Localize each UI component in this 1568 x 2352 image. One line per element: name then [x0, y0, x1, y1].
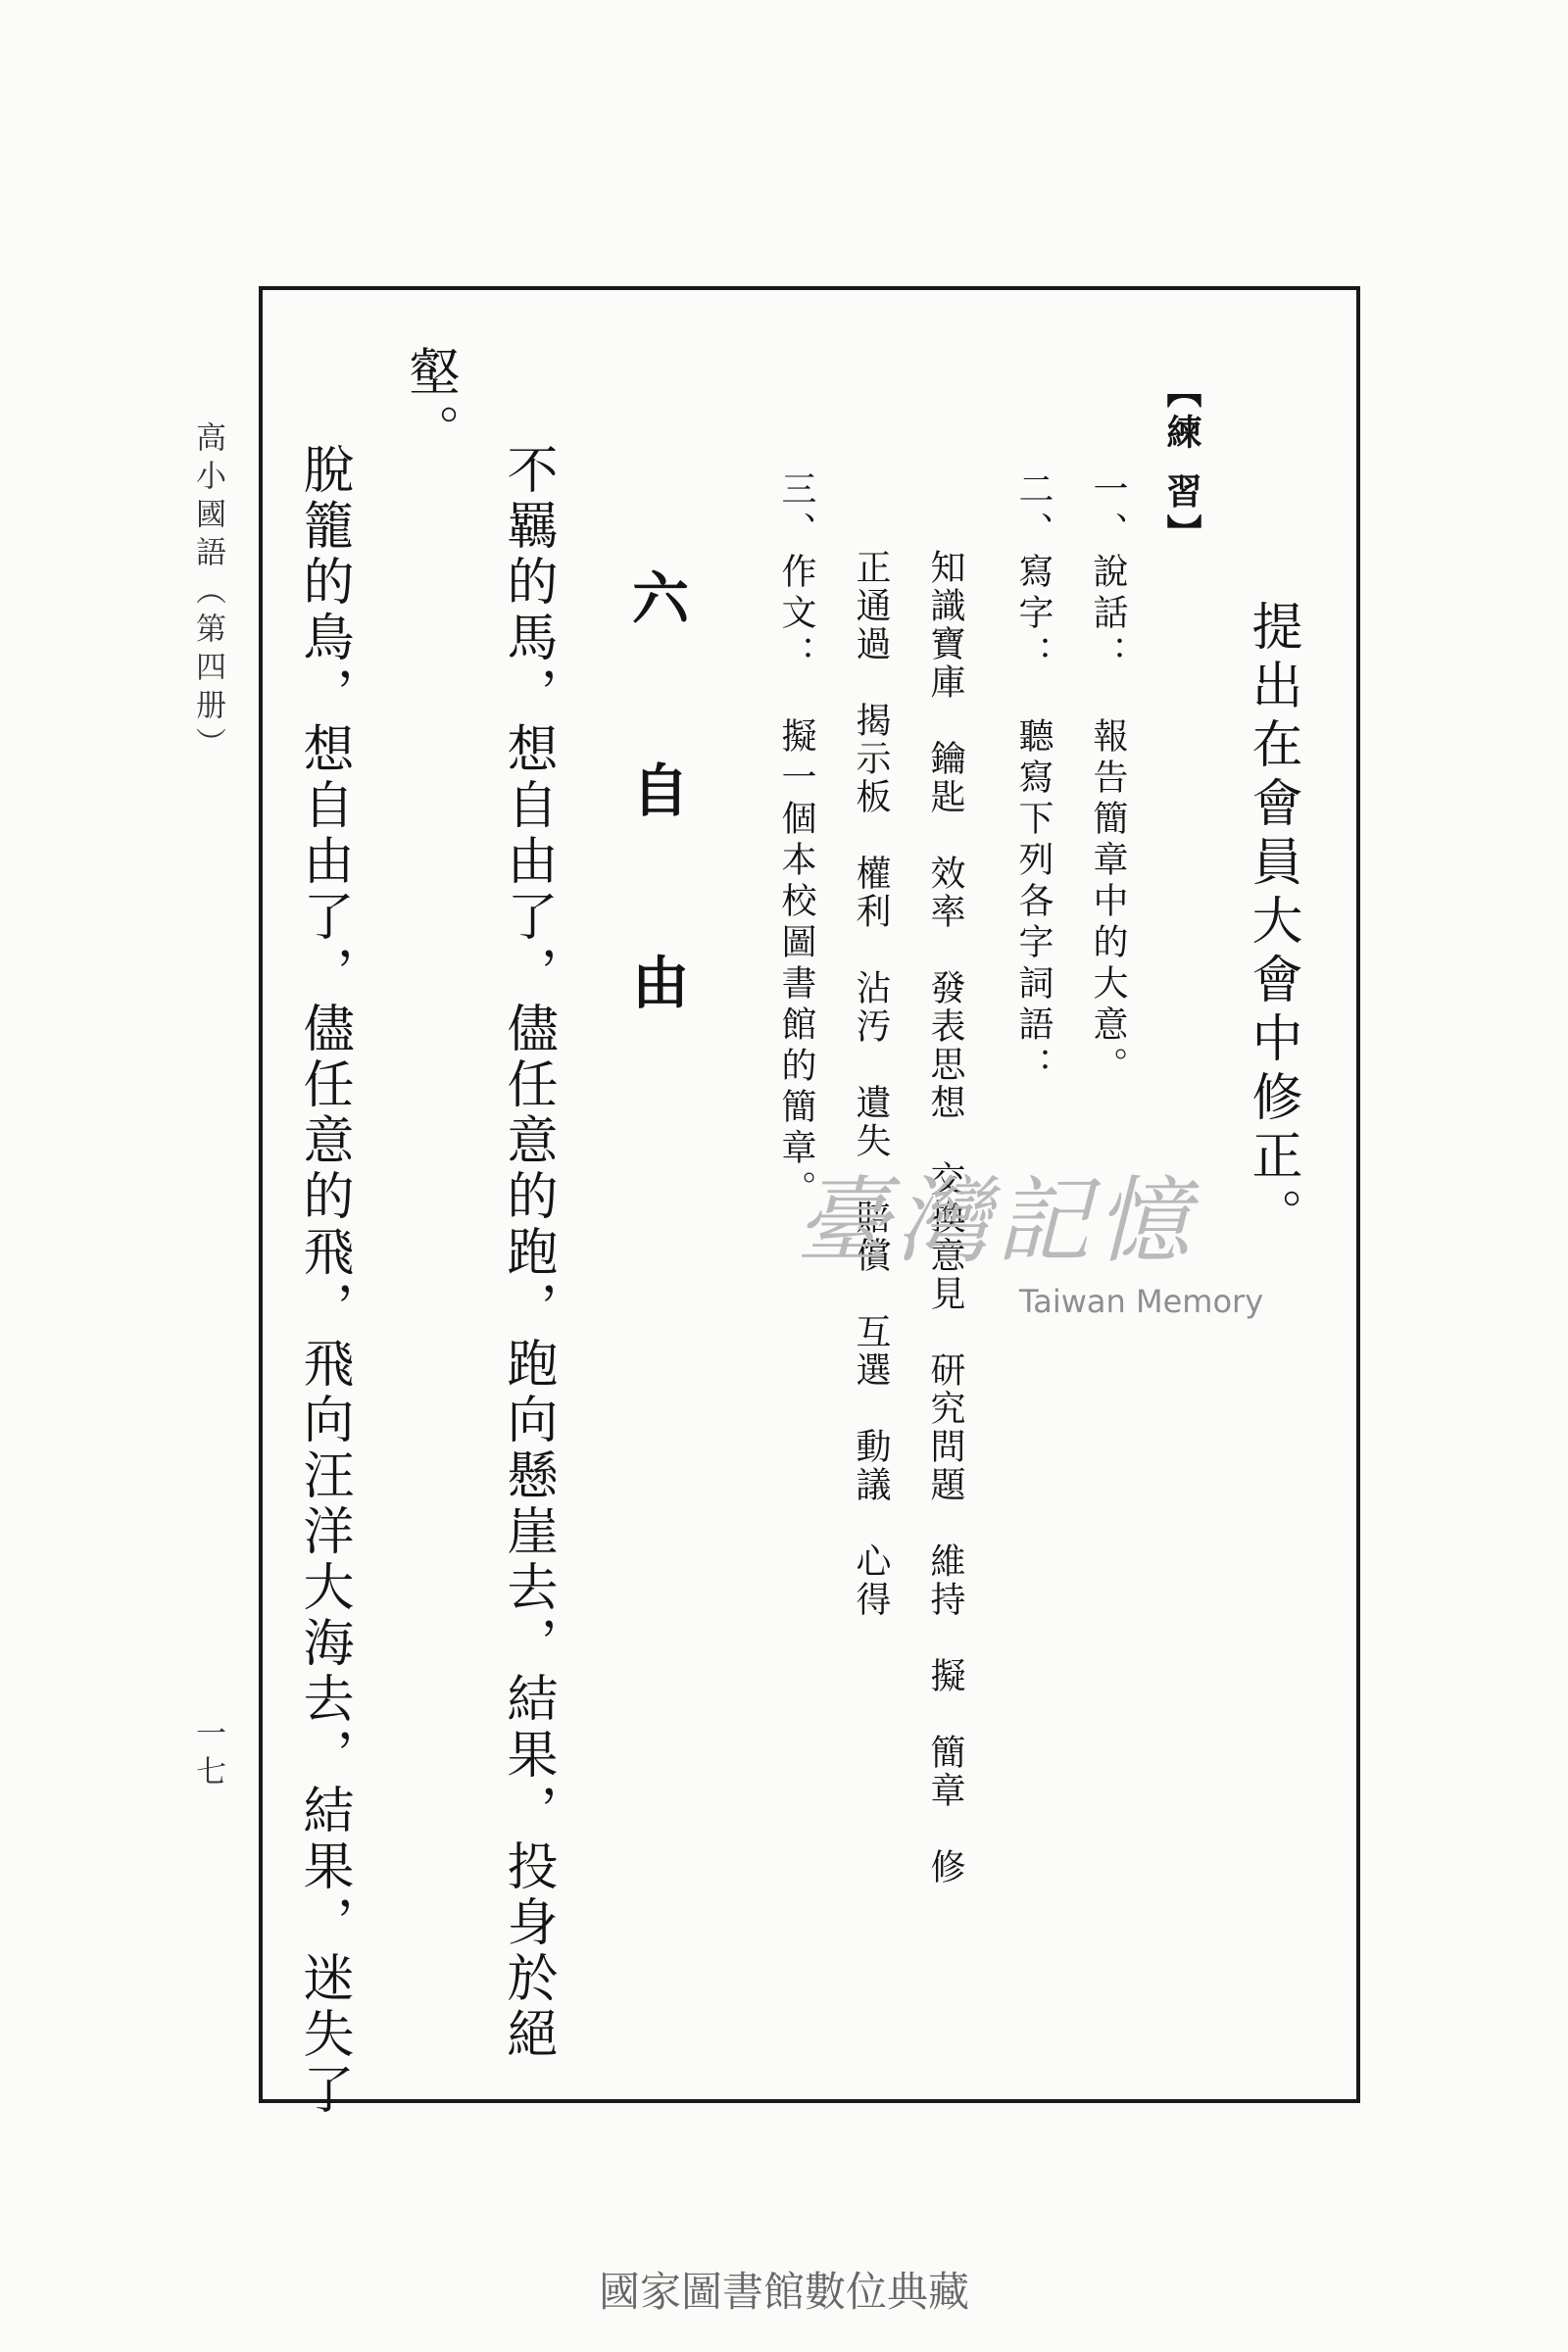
book-title: 高小國語（第四册） — [190, 421, 225, 765]
lesson-text-line-1: 不羈的馬，想自由了，儘任意的跑，跑向懸崖去，結果，投身於絕 — [498, 443, 557, 2063]
lesson-end-line: 提出在會員大會中修正。 — [1243, 600, 1301, 1247]
exercise-words-line-1: 知識寶庫 鑰匙 效率 發表思想 交換意見 研究問題 維持 擬 簡章 修 — [925, 549, 965, 1886]
exercise-item-writing: 二、寫字： 聽寫下列各字詞語： — [1013, 470, 1054, 1088]
page-number: 一七 — [190, 1717, 225, 1793]
footer-credit: 國家圖書館數位典藏 — [598, 2268, 969, 2316]
watermark-english: Taiwan Memory — [1019, 1283, 1264, 1320]
exercise-item-speaking: 一、說話： 報告簡章中的大意。 — [1088, 470, 1128, 1088]
exercise-heading: 【練 習】 — [1161, 372, 1202, 556]
exercise-words-line-2: 正通過 揭示板 權利 沾汚 遺失 賠償 互選 動議 心得 — [851, 549, 891, 1619]
lesson-title: 六 自 由 — [622, 568, 689, 1049]
lesson-text-line-2: 壑。 — [400, 345, 459, 463]
exercise-item-composition: 三、作文： 擬一個本校圖書館的簡章。 — [776, 470, 816, 1211]
lesson-text-line-3: 脫籠的鳥，想自由了，儘任意的飛，飛向汪洋大海去，結果，迷失了 — [294, 443, 353, 2119]
watermark-logo-text: 臺灣記憶 — [796, 1166, 1196, 1276]
